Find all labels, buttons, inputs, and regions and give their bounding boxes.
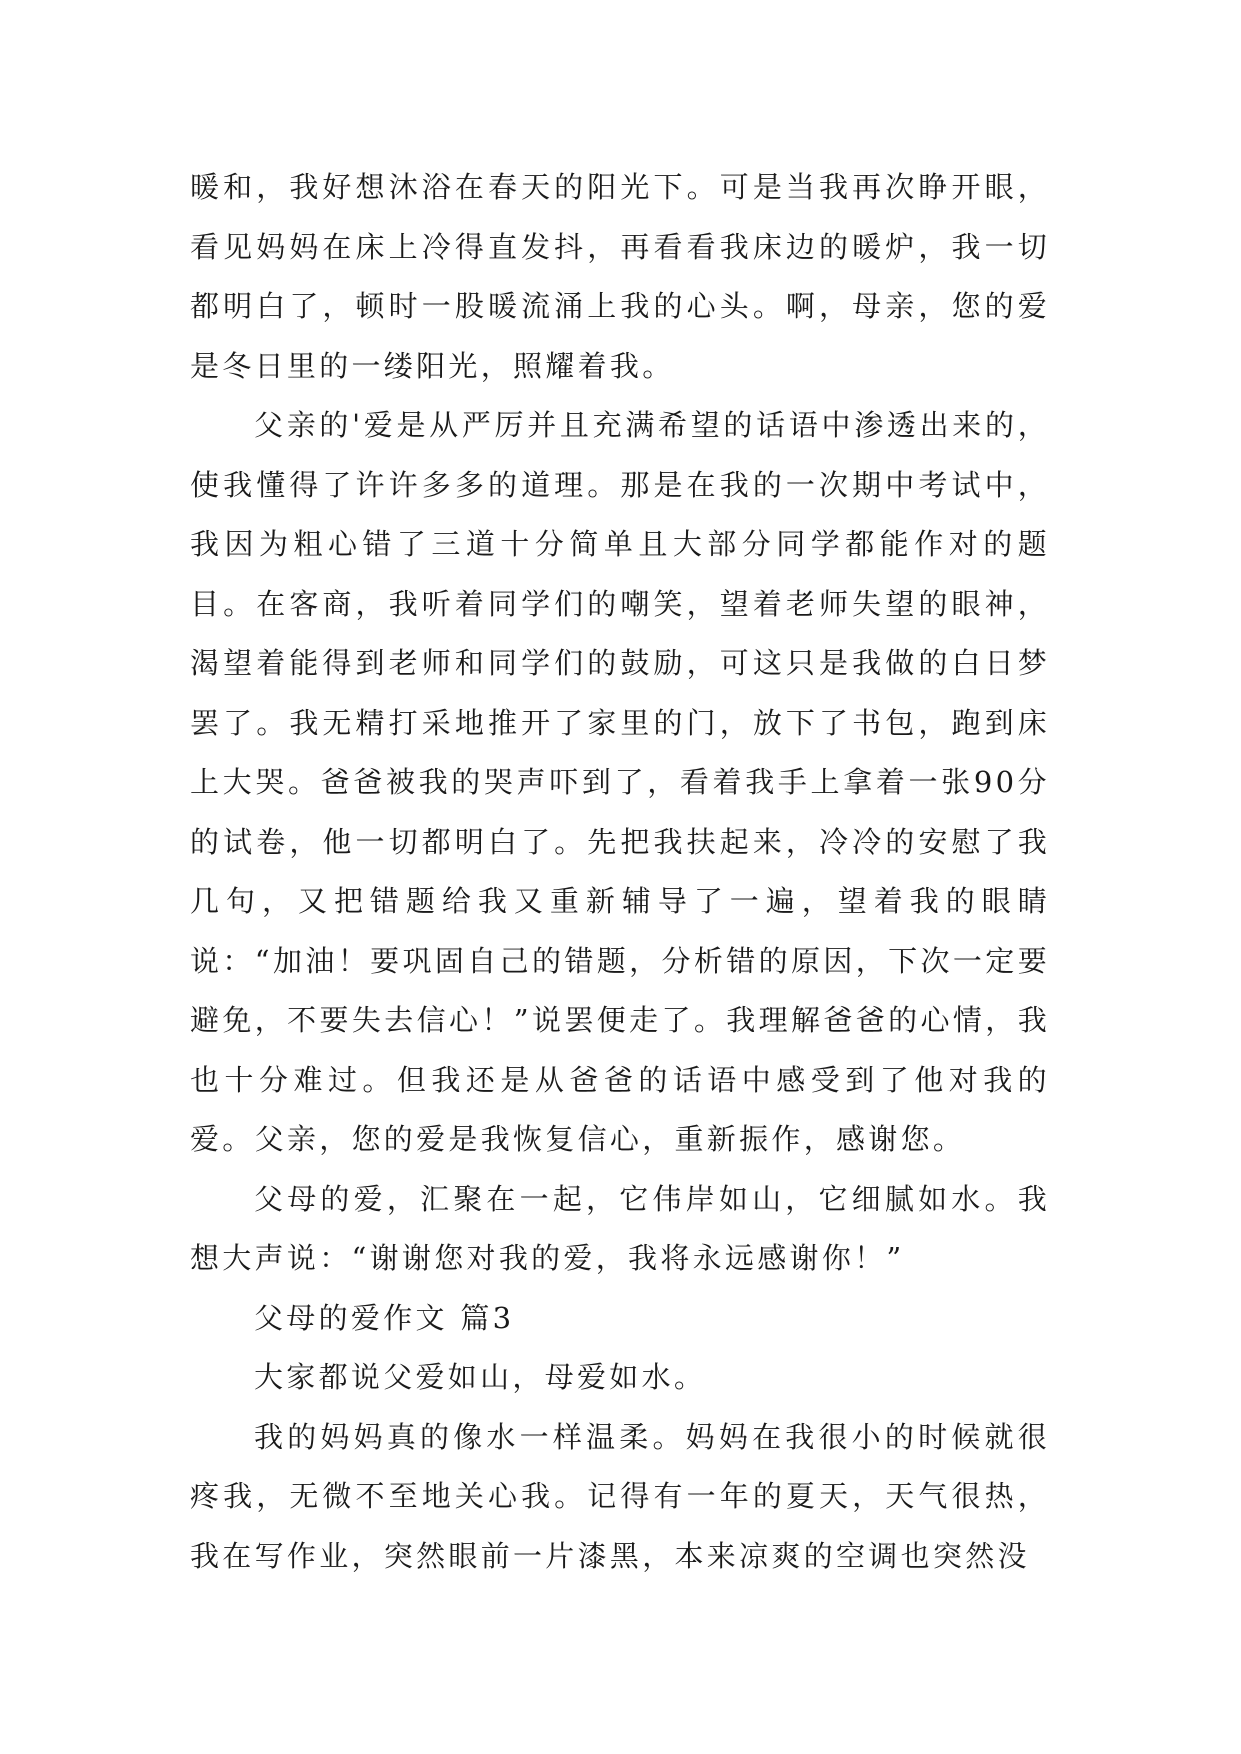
section-heading: 父母的爱作文 篇3 bbox=[254, 1300, 515, 1335]
paragraph-3: 父母的爱，汇聚在一起，它伟岸如山，它细腻如水。我想大声说：“谢谢您对我的爱，我将永远感谢你！” bbox=[190, 1181, 1050, 1275]
paragraph-2: 父亲的'爱是从严厉并且充满希望的话语中渗透出来的，使我懂得了许许多多的道理。那是在我的一次期中考试中，我因为粗心错了三道十分简单且大部分同学都能作对的题目。在客商，我听着同学们的嘲笑，望着老师失望的眼神，渴望着能得到老师和同学们的鼓励，可这只是我做的白日梦罢了。我无精打采地推开了家里的门，放下了书包，跑到床上大哭。爸爸被我的哭声吓到了，看着我手上拿着一张90分的试卷，他一切都明白了。先把我扶起来，冷冷的安慰了我几句，又把错题给我又重新辅导了一遍，望着我的眼睛说：“加油！要巩固自己的错题，分析错的原因，下次一定要避免，不要失去信心！”说罢便走了。我理解爸爸的心情，我也十分难过。但我还是从爸爸的话语中感受到了他对我的爱。父亲，您的爱是我恢复信心，重新振作，感谢您。 bbox=[190, 408, 1050, 1156]
paragraph-4: 大家都说父爱如山，母爱如水。 bbox=[254, 1360, 707, 1394]
document-page bbox=[190, 158, 1050, 1586]
paragraph-5: 我的妈妈真的像水一样温柔。妈妈在我很小的时候就很疼我，无微不至地关心我。记得有一年的夏天，天气很热，我在写作业，突然眼前一片漆黑，本来凉爽的空调也突然没 bbox=[190, 1419, 1050, 1573]
paragraph-1: 暖和，我好想沐浴在春天的阳光下。可是当我再次睁开眼，看见妈妈在床上冷得直发抖，再看看我床边的暖炉，我一切都明白了，顿时一股暖流涌上我的心头。啊，母亲，您的爱是冬日里的一缕阳光，照耀着我。 bbox=[190, 170, 1050, 383]
